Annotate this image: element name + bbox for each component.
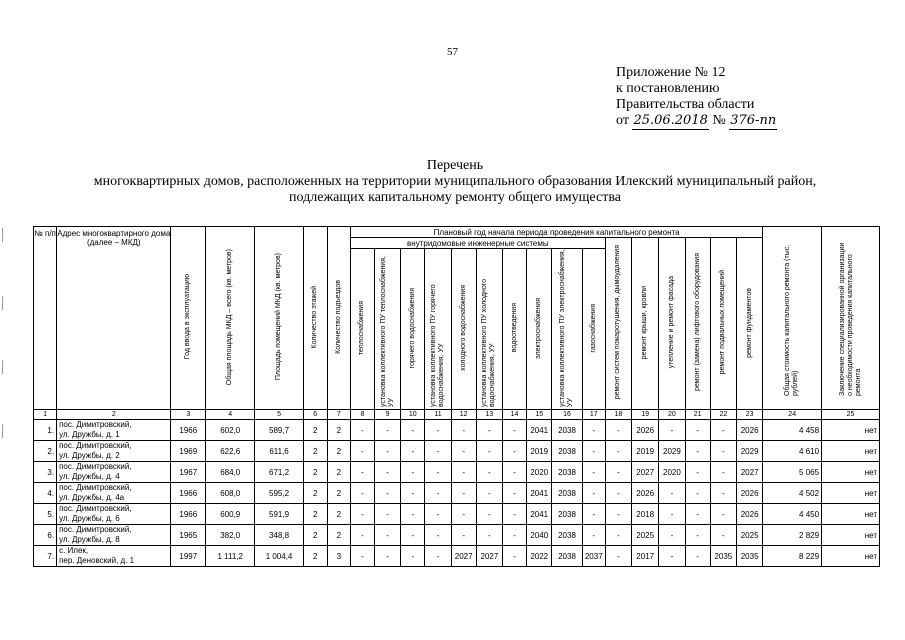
cell-area: 1 111,2: [206, 546, 255, 567]
cell-year: 1969: [171, 441, 206, 462]
cell-area: 382,0: [206, 525, 255, 546]
cell-floors: 2: [303, 441, 327, 462]
cell-c19: 2025: [632, 525, 659, 546]
cell-cost: 4 610: [763, 441, 822, 462]
cell-c13: -: [476, 441, 502, 462]
cell-address: [57, 483, 171, 504]
houses-table: [33, 226, 880, 567]
column-number: 25: [822, 410, 880, 420]
cell-c18: -: [605, 441, 631, 462]
cell-c11: -: [425, 462, 451, 483]
cell-c19: 2026: [632, 483, 659, 504]
cell-c14: -: [503, 483, 527, 504]
cell-floors: 2: [303, 525, 327, 546]
column-number: 5: [255, 410, 303, 420]
cell-cost: 2 829: [763, 525, 822, 546]
cell-area: 608,0: [206, 483, 255, 504]
cell-c13: -: [476, 504, 502, 525]
cell-c8: -: [350, 525, 374, 546]
table-row: [34, 420, 880, 441]
cell-entr: 2: [327, 483, 350, 504]
cell-year: 1997: [171, 546, 206, 567]
cell-c22: -: [710, 462, 736, 483]
cell-c12: -: [451, 483, 476, 504]
cell-premises: 589,7: [255, 420, 303, 441]
cell-c18: -: [605, 546, 631, 567]
cell-c21: -: [685, 546, 710, 567]
cell-c13: -: [476, 525, 502, 546]
cell-concl: нет: [822, 525, 880, 546]
cell-c17: 2037: [582, 546, 605, 567]
cell-c15: 2041: [527, 420, 552, 441]
column-number: 13: [476, 410, 502, 420]
column-number: 20: [659, 410, 685, 420]
cell-c18: -: [605, 462, 631, 483]
appendix-block: [616, 65, 777, 130]
cell-c17: -: [582, 420, 605, 441]
cell-c16: 2038: [552, 504, 582, 525]
title-line-1: Перечень: [426, 158, 484, 173]
header-floors: Количество этажей: [303, 227, 327, 410]
column-number: 11: [425, 410, 451, 420]
header-conclusion: Заключение специализированной организации о необходимости проведения капитального ремонта: [822, 227, 880, 410]
cell-area: 622,6: [206, 441, 255, 462]
cell-c14: -: [503, 462, 527, 483]
cell-c9: -: [375, 462, 401, 483]
cell-c14: -: [503, 441, 527, 462]
scan-edge-mark: [2, 296, 3, 310]
column-number: 2: [57, 410, 171, 420]
cell-premises: 591,9: [255, 504, 303, 525]
cell-c23: 2026: [736, 483, 762, 504]
cell-concl: нет: [822, 420, 880, 441]
cell-address: [57, 420, 171, 441]
cell-c22: -: [710, 525, 736, 546]
column-number: 22: [710, 410, 736, 420]
address-line-1: пос. Димитровский,: [59, 420, 132, 429]
cell-c12: -: [451, 462, 476, 483]
cell-year: 1965: [171, 525, 206, 546]
title-line-3: подлежащих капитальному ремонту общего имущества: [289, 190, 621, 205]
cell-cost: 4 450: [763, 504, 822, 525]
cell-c10: -: [401, 525, 425, 546]
cell-c11: -: [425, 525, 451, 546]
cell-c23: 2029: [736, 441, 762, 462]
cell-c21: -: [685, 504, 710, 525]
cell-c18: -: [605, 420, 631, 441]
cell-c10: -: [401, 462, 425, 483]
table-row: [34, 441, 880, 462]
cell-n: 5.: [34, 504, 57, 525]
address-line-2: ул. Дружбы, д. 1: [59, 430, 120, 439]
cell-c10: -: [401, 420, 425, 441]
header-fire-systems: ремонт систем пожаротушения, дымоудаления: [605, 238, 631, 410]
appendix-date-line: [616, 113, 777, 130]
column-number: 24: [763, 410, 822, 420]
cell-c11: -: [425, 504, 451, 525]
header-planned-year: Плановый год начала периода проведения капитального ремонта: [350, 227, 762, 238]
cell-concl: нет: [822, 504, 880, 525]
cell-c13: 2027: [476, 546, 502, 567]
scan-edge-mark: [2, 424, 3, 438]
header-total-area: Общая площадь МКД – всего (кв. метров): [206, 227, 255, 410]
address-line-1: пос. Димитровский,: [59, 504, 132, 513]
header-address: Адрес многоквартирного дома (далее – МКД): [57, 227, 171, 410]
cell-c14: -: [503, 546, 527, 567]
header-year-built: Год ввода в эксплуатацию: [171, 227, 206, 410]
header-cold-water-meter: установка коллективного ПУ холодного водоснабжения, УУ: [476, 249, 502, 410]
address-line-2: ул. Дружбы, д. 2: [59, 451, 120, 460]
cell-entr: 2: [327, 504, 350, 525]
cell-c10: -: [401, 441, 425, 462]
appendix-line-3: Правительства области: [616, 97, 755, 112]
cell-c23: 2026: [736, 504, 762, 525]
header-electricity: электроснабжения: [527, 249, 552, 410]
cell-c9: -: [375, 504, 401, 525]
cell-cost: 4 458: [763, 420, 822, 441]
header-hot-water-meter: установка коллективного ПУ горячего водоснабжения, УУ: [425, 249, 451, 410]
cell-c12: -: [451, 504, 476, 525]
header-foundation: ремонт фундаментов: [736, 238, 762, 410]
cell-c23: 2027: [736, 462, 762, 483]
cell-c21: -: [685, 462, 710, 483]
cell-c20: -: [659, 420, 685, 441]
cell-c17: -: [582, 525, 605, 546]
header-hot-water: горячего водоснабжения: [401, 249, 425, 410]
cell-floors: 2: [303, 504, 327, 525]
cell-c14: -: [503, 525, 527, 546]
cell-c10: -: [401, 504, 425, 525]
cell-c20: 2020: [659, 462, 685, 483]
appendix-line-1: Приложение № 12: [616, 65, 726, 80]
address-line-2: ул. Дружбы, д. 4а: [59, 493, 125, 502]
cell-c12: -: [451, 525, 476, 546]
scan-edge-mark: [2, 228, 3, 242]
header-gas: газоснабжения: [582, 249, 605, 410]
cell-c20: -: [659, 504, 685, 525]
cell-concl: нет: [822, 441, 880, 462]
address-line-2: ул. Дружбы, д. 6: [59, 514, 120, 523]
cell-c19: 2026: [632, 420, 659, 441]
appendix-line-2: к постановлению: [616, 81, 720, 96]
cell-c16: 2038: [552, 420, 582, 441]
cell-area: 602,0: [206, 420, 255, 441]
address-line-2: ул. Дружбы, д. 8: [59, 535, 120, 544]
cell-year: 1966: [171, 483, 206, 504]
cell-c15: 2020: [527, 462, 552, 483]
column-number: 3: [171, 410, 206, 420]
document-title: [40, 158, 870, 206]
cell-c21: -: [685, 441, 710, 462]
cell-c16: 2038: [552, 441, 582, 462]
column-number: 4: [206, 410, 255, 420]
scan-edge-mark: [2, 360, 3, 374]
cell-entr: 2: [327, 525, 350, 546]
column-number: 16: [552, 410, 582, 420]
column-number-row: [34, 410, 880, 420]
column-number: 6: [303, 410, 327, 420]
cell-c18: -: [605, 483, 631, 504]
cell-c15: 2041: [527, 504, 552, 525]
header-entrances: Количество подъездов: [327, 227, 350, 410]
column-number: 1: [34, 410, 57, 420]
cell-c9: -: [375, 483, 401, 504]
table-row: [34, 462, 880, 483]
cell-entr: 2: [327, 441, 350, 462]
cell-c9: -: [375, 441, 401, 462]
header-facade: утепление и ремонт фасада: [659, 238, 685, 410]
cell-c20: -: [659, 525, 685, 546]
column-number: 12: [451, 410, 476, 420]
cell-c17: -: [582, 441, 605, 462]
cell-c18: -: [605, 504, 631, 525]
cell-c19: 2019: [632, 441, 659, 462]
address-line-1: пос. Димитровский,: [59, 462, 132, 471]
cell-c11: -: [425, 546, 451, 567]
cell-c17: -: [582, 483, 605, 504]
cell-entr: 2: [327, 462, 350, 483]
cell-c12: -: [451, 441, 476, 462]
cell-c22: 2035: [710, 546, 736, 567]
address-line-1: пос. Димитровский,: [59, 483, 132, 492]
cell-premises: 348,8: [255, 525, 303, 546]
cell-c8: -: [350, 504, 374, 525]
cell-year: 1967: [171, 462, 206, 483]
cell-c22: -: [710, 441, 736, 462]
table-row: [34, 546, 880, 567]
column-number: 9: [375, 410, 401, 420]
cell-c19: 2018: [632, 504, 659, 525]
cell-c8: -: [350, 462, 374, 483]
column-number: 8: [350, 410, 374, 420]
cell-c8: -: [350, 441, 374, 462]
column-number: 10: [401, 410, 425, 420]
cell-c19: 2027: [632, 462, 659, 483]
cell-c16: 2038: [552, 546, 582, 567]
cell-c23: 2025: [736, 525, 762, 546]
cell-n: 3.: [34, 462, 57, 483]
cell-address: [57, 525, 171, 546]
column-number: 21: [685, 410, 710, 420]
cell-c8: -: [350, 483, 374, 504]
table-row: [34, 525, 880, 546]
header-total-cost: Общая стоимость капитального ремонта (тыс. рублей): [763, 227, 822, 410]
cell-entr: 2: [327, 420, 350, 441]
cell-premises: 1 004,4: [255, 546, 303, 567]
header-premises-area: Площадь помещений МКД (кв. метров): [255, 227, 303, 410]
header-cold-water: холодного водоснабжения: [451, 249, 476, 410]
cell-c11: -: [425, 420, 451, 441]
date-prefix: от: [616, 113, 629, 128]
cell-c20: -: [659, 546, 685, 567]
cell-c11: -: [425, 441, 451, 462]
cell-c15: 2022: [527, 546, 552, 567]
cell-n: 7.: [34, 546, 57, 567]
handwritten-number: 376-пп: [730, 113, 777, 128]
cell-premises: 611,6: [255, 441, 303, 462]
cell-c9: -: [375, 525, 401, 546]
column-number: 17: [582, 410, 605, 420]
cell-c10: -: [401, 483, 425, 504]
header-num: № п/п: [34, 227, 57, 410]
cell-c8: -: [350, 546, 374, 567]
cell-c23: 2026: [736, 420, 762, 441]
cell-c21: -: [685, 525, 710, 546]
cell-c15: 2019: [527, 441, 552, 462]
header-electricity-meter: установка коллективного ПУ электроснабжения, УУ: [552, 249, 582, 410]
address-line-2: ул. Дружбы, д. 4: [59, 472, 120, 481]
cell-c10: -: [401, 546, 425, 567]
cell-premises: 595,2: [255, 483, 303, 504]
cell-c22: -: [710, 483, 736, 504]
handwritten-date: 25.06.2018: [633, 113, 708, 128]
cell-c13: -: [476, 483, 502, 504]
cell-c9: -: [375, 420, 401, 441]
cell-c21: -: [685, 420, 710, 441]
address-line-2: пер. Деновский, д. 1: [59, 556, 135, 565]
table-body: [34, 410, 880, 567]
cell-c16: 2038: [552, 462, 582, 483]
cell-c21: -: [685, 483, 710, 504]
column-number: 19: [632, 410, 659, 420]
cell-c13: -: [476, 420, 502, 441]
cell-concl: нет: [822, 483, 880, 504]
table-row: [34, 504, 880, 525]
cell-area: 684,0: [206, 462, 255, 483]
cell-c23: 2035: [736, 546, 762, 567]
cell-year: 1966: [171, 504, 206, 525]
cell-n: 6.: [34, 525, 57, 546]
page-number: 57: [447, 46, 458, 58]
cell-address: [57, 441, 171, 462]
column-number: 23: [736, 410, 762, 420]
cell-floors: 2: [303, 483, 327, 504]
cell-entr: 3: [327, 546, 350, 567]
cell-c16: 2038: [552, 483, 582, 504]
header-basement: ремонт подвальных помещений: [710, 238, 736, 410]
cell-floors: 2: [303, 420, 327, 441]
cell-c12: -: [451, 420, 476, 441]
cell-n: 4.: [34, 483, 57, 504]
cell-n: 1.: [34, 420, 57, 441]
header-elevator: ремонт (замена) лифтового оборудования: [685, 238, 710, 410]
header-heat-meter: установка коллективного ПУ теплоснабжения, УУ: [375, 249, 401, 410]
table-row: [34, 483, 880, 504]
title-line-2: многоквартирных домов, расположенных на территории муниципального образования Илекский муниципальный район,: [93, 174, 817, 189]
cell-c15: 2041: [527, 483, 552, 504]
cell-c15: 2040: [527, 525, 552, 546]
cell-n: 2.: [34, 441, 57, 462]
cell-c20: -: [659, 483, 685, 504]
column-number: 7: [327, 410, 350, 420]
cell-c12: 2027: [451, 546, 476, 567]
cell-year: 1966: [171, 420, 206, 441]
cell-c11: -: [425, 483, 451, 504]
cell-concl: нет: [822, 546, 880, 567]
cell-premises: 671,2: [255, 462, 303, 483]
cell-c8: -: [350, 420, 374, 441]
column-number: 18: [605, 410, 631, 420]
cell-c13: -: [476, 462, 502, 483]
cell-cost: 4 502: [763, 483, 822, 504]
cell-c22: -: [710, 504, 736, 525]
cell-floors: 2: [303, 462, 327, 483]
header-roof: ремонт крыши, кровли: [632, 238, 659, 410]
cell-c20: 2029: [659, 441, 685, 462]
cell-cost: 8 229: [763, 546, 822, 567]
cell-c14: -: [503, 504, 527, 525]
header-internal-systems: внутридомовые инженерные системы: [350, 238, 605, 249]
cell-c9: -: [375, 546, 401, 567]
column-number: 14: [503, 410, 527, 420]
cell-address: [57, 462, 171, 483]
cell-c17: -: [582, 462, 605, 483]
cell-address: [57, 504, 171, 525]
cell-c17: -: [582, 504, 605, 525]
cell-area: 600,9: [206, 504, 255, 525]
cell-c22: -: [710, 420, 736, 441]
cell-cost: 5 065: [763, 462, 822, 483]
header-heat-supply: теплоснабжения: [350, 249, 374, 410]
cell-c18: -: [605, 525, 631, 546]
column-number: 15: [527, 410, 552, 420]
cell-concl: нет: [822, 462, 880, 483]
cell-c16: 2038: [552, 525, 582, 546]
address-line-1: пос. Димитровский,: [59, 441, 132, 450]
address-line-1: с. Илек,: [59, 546, 89, 555]
cell-c19: 2017: [632, 546, 659, 567]
cell-floors: 2: [303, 546, 327, 567]
number-prefix: №: [712, 113, 726, 128]
cell-c14: -: [503, 420, 527, 441]
address-line-1: пос. Димитровский,: [59, 525, 132, 534]
cell-address: [57, 546, 171, 567]
header-drainage: водоотведения: [503, 249, 527, 410]
